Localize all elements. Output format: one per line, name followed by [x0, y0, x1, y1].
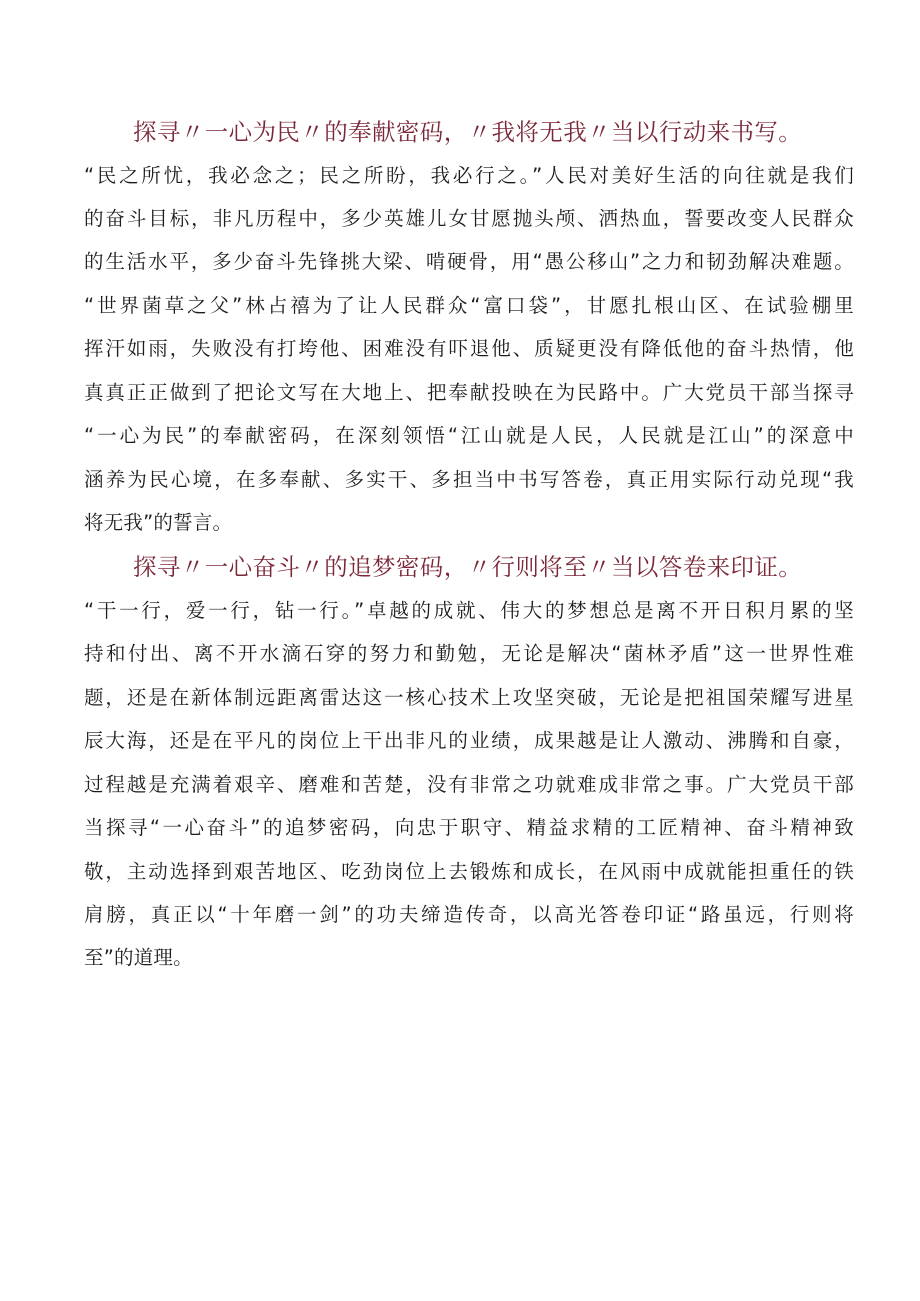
- paragraph-2-line: 肩膀，真正以“十年磨一剑”的功夫缔造传奇，以高光答卷印证“路虽远，行则将: [84, 903, 854, 926]
- section-1-heading: 探寻〃一心为民〃的奉献密码，〃我将无我〃当以行动来书写。: [133, 118, 803, 146]
- paragraph-1-line: 真真正正做到了把论文写在大地上、把奉献投映在为民路中。广大党员干部当探寻: [84, 381, 854, 404]
- paragraph-2-line: 当探寻“一心奋斗”的追梦密码，向忠于职守、精益求精的工匠精神、奋斗精神致: [84, 816, 854, 839]
- paragraph-1-line: “一心为民”的奉献密码，在深刻领悟“江山就是人民，人民就是江山”的深意中: [84, 424, 854, 447]
- paragraph-1-line: 挥汗如雨，失败没有打垮他、困难没有吓退他、质疑更没有降低他的奋斗热情，他: [84, 337, 854, 360]
- paragraph-1-line: 的奋斗目标，非凡历程中，多少英雄儿女甘愿抛头颅、洒热血，誓要改变人民群众: [84, 207, 854, 230]
- paragraph-1-line: 涵养为民心境，在多奉献、多实干、多担当中书写答卷，真正用实际行动兑现“我: [84, 468, 854, 491]
- paragraph-2-line: 辰大海，还是在平凡的岗位上干出非凡的业绩，成果越是让人激动、沸腾和自豪，: [84, 729, 854, 752]
- paragraph-2-line: 题，还是在新体制远距离雷达这一核心技术上攻坚突破，无论是把祖国荣耀写进星: [84, 686, 854, 709]
- paragraph-2-line: “干一行，爱一行，钻一行。”卓越的成就、伟大的梦想总是离不开日积月累的坚: [84, 599, 854, 622]
- paragraph-1-line: 的生活水平，多少奋斗先锋挑大梁、啃硬骨，用“愚公移山”之力和韧劲解决难题。: [84, 250, 854, 273]
- paragraph-1-line: “世界菌草之父”林占禧为了让人民群众“富口袋”，甘愿扎根山区、在试验棚里: [84, 294, 854, 317]
- paragraph-2-line: 持和付出、离不开水滴石穿的努力和勤勉，无论是解决“菌林矛盾”这一世界性难: [84, 642, 854, 665]
- paragraph-1-line: 将无我”的誓言。: [84, 511, 233, 534]
- paragraph-2-line: 过程越是充满着艰辛、磨难和苦楚，没有非常之功就难成非常之事。广大党员干部: [84, 773, 854, 796]
- paragraph-2-line: 至”的道理。: [84, 946, 193, 969]
- section-2-heading: 探寻〃一心奋斗〃的追梦密码，〃行则将至〃当以答卷来印证。: [133, 553, 803, 581]
- paragraph-1-line: “民之所忧，我必念之；民之所盼，我必行之。”人民对美好生活的向往就是我们: [84, 164, 854, 187]
- paragraph-2-line: 敬，主动选择到艰苦地区、吃劲岗位上去锻炼和成长，在风雨中成就能担重任的铁: [84, 860, 854, 883]
